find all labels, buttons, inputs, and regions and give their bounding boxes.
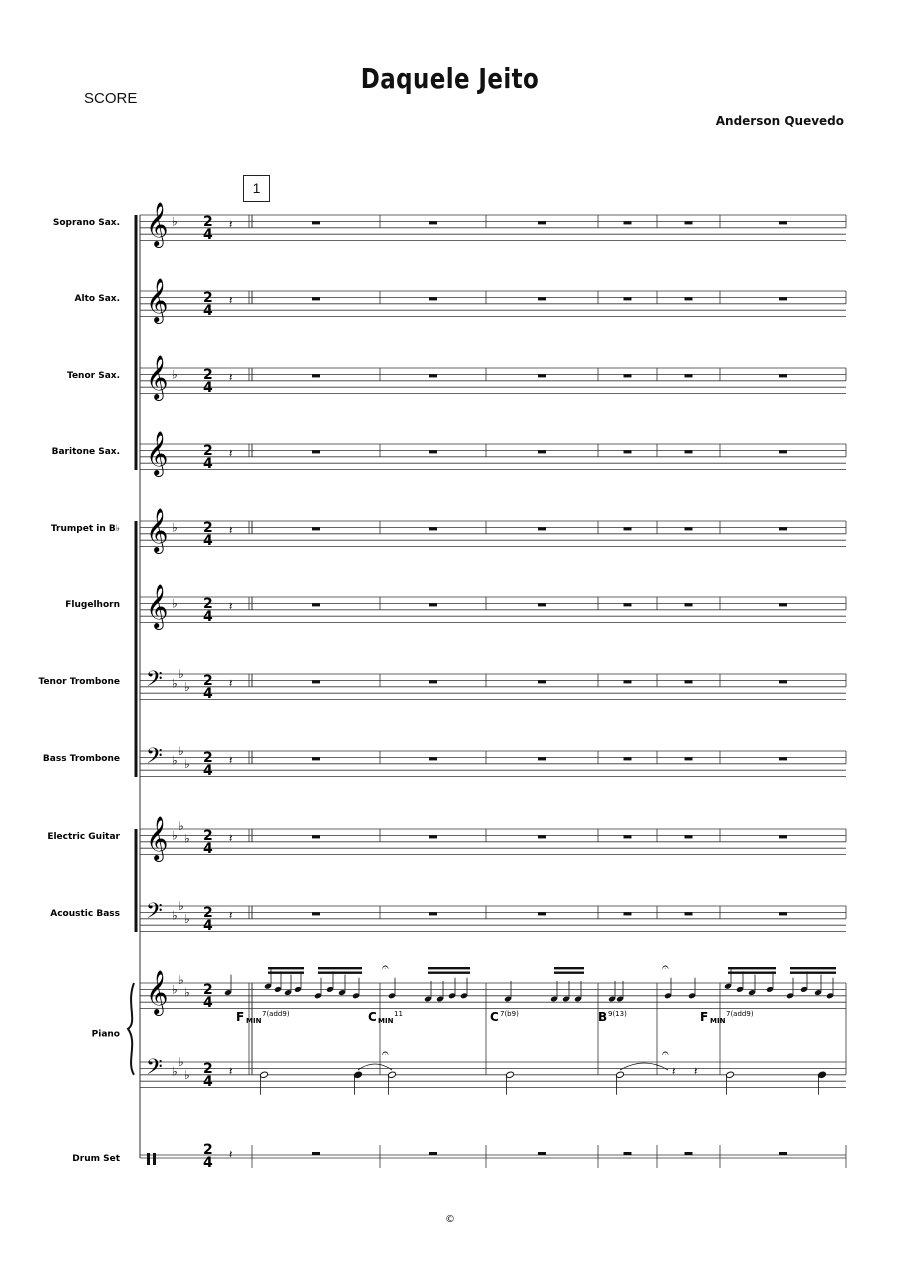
time-sig-denominator: 4 <box>203 227 213 243</box>
whole-rest-icon <box>779 374 787 377</box>
chord-extension: 7(add9) <box>726 1010 754 1018</box>
quarter-rest-icon: 𝄽 <box>672 1065 676 1078</box>
whole-rest-icon <box>538 297 546 300</box>
flat-icon: ♭ <box>172 908 178 923</box>
staff <box>140 816 846 862</box>
instrument-label: Baritone Sax. <box>51 447 120 457</box>
quarter-rest-icon: 𝄽 <box>229 1148 233 1161</box>
whole-rest-icon <box>538 1152 546 1155</box>
whole-rest-icon <box>312 527 320 530</box>
staff <box>128 960 846 1075</box>
instrument-label: Alto Sax. <box>74 294 120 304</box>
whole-rest-icon <box>538 527 546 530</box>
fermata-icon: 𝄐 <box>382 1046 389 1060</box>
beam <box>268 967 304 969</box>
whole-rest-icon <box>685 297 693 300</box>
quarter-rest-icon: 𝄽 <box>229 294 233 307</box>
flat-icon: ♭ <box>178 744 184 758</box>
staff <box>140 355 846 401</box>
chord-extension: 11 <box>394 1010 403 1018</box>
treble-clef-icon: 𝄞 <box>146 278 169 322</box>
whole-rest-icon <box>538 221 546 224</box>
flat-icon: ♭ <box>184 831 190 846</box>
whole-rest-icon <box>779 835 787 838</box>
whole-rest-icon <box>624 221 632 224</box>
staff <box>140 1046 846 1095</box>
instrument-label: Tenor Trombone <box>38 677 120 687</box>
tie <box>358 1064 392 1070</box>
chord-symbol: B <box>598 1010 608 1024</box>
quarter-rest-icon: 𝄽 <box>229 754 233 767</box>
whole-rest-icon <box>624 912 632 915</box>
beam <box>728 967 776 969</box>
chord-quality: MIN <box>246 1017 262 1025</box>
time-sig-numerator: 2 <box>203 443 213 459</box>
whole-rest-icon <box>429 757 437 760</box>
whole-rest-icon <box>685 603 693 606</box>
copyright-symbol: © <box>445 1214 455 1225</box>
instrument-label: Trumpet in B♭ <box>50 524 120 534</box>
whole-rest-icon <box>312 450 320 453</box>
whole-rest-icon <box>624 527 632 530</box>
time-sig-denominator: 4 <box>203 686 213 702</box>
whole-rest-icon <box>624 835 632 838</box>
bass-clef-icon: 𝄢 <box>146 744 163 774</box>
quarter-rest-icon: 𝄽 <box>229 909 233 922</box>
treble-clef-icon: 𝄞 <box>146 508 169 552</box>
whole-rest-icon <box>685 835 693 838</box>
whole-rest-icon <box>779 1152 787 1155</box>
whole-rest-icon <box>538 680 546 683</box>
whole-rest-icon <box>538 603 546 606</box>
whole-rest-icon <box>624 680 632 683</box>
treble-clef-icon: 𝄞 <box>146 431 169 475</box>
flat-icon: ♭ <box>178 899 184 913</box>
quarter-rest-icon: 𝄽 <box>229 1065 233 1078</box>
fermata-icon: 𝄐 <box>662 960 669 974</box>
beam <box>428 967 470 969</box>
whole-rest-icon <box>312 374 320 377</box>
time-sig-numerator: 2 <box>203 828 213 844</box>
rehearsal-mark: 1 <box>243 175 270 202</box>
time-sig-numerator: 2 <box>203 520 213 536</box>
instrument-label: Tenor Sax. <box>67 371 120 381</box>
beam <box>790 972 836 974</box>
time-sig-denominator: 4 <box>203 1074 213 1090</box>
staff <box>140 899 846 934</box>
instrument-label: Piano <box>91 1029 120 1040</box>
chord-extension: 7(b9) <box>500 1010 519 1018</box>
staff <box>140 202 846 248</box>
whole-rest-icon <box>312 221 320 224</box>
time-sig-numerator: 2 <box>203 982 213 998</box>
chord-extension: 9(13) <box>608 1010 627 1018</box>
chord-symbol: C <box>490 1010 499 1024</box>
whole-rest-icon <box>312 912 320 915</box>
treble-clef-icon: 𝄞 <box>146 816 169 860</box>
time-sig-numerator: 2 <box>203 673 213 689</box>
flat-icon: ♭ <box>184 756 190 771</box>
staff <box>140 431 846 477</box>
whole-rest-icon <box>685 912 693 915</box>
whole-rest-icon <box>685 1152 693 1155</box>
flat-icon: ♭ <box>172 676 178 691</box>
beam <box>318 967 362 969</box>
fermata-icon: 𝄐 <box>662 1046 669 1060</box>
chord-quality: MIN <box>378 1017 394 1025</box>
whole-rest-icon <box>685 221 693 224</box>
whole-rest-icon <box>429 221 437 224</box>
flat-icon: ♭ <box>184 679 190 694</box>
composer-name: Anderson Quevedo <box>715 114 844 128</box>
staff <box>140 744 846 779</box>
time-sig-numerator: 2 <box>203 290 213 306</box>
time-sig-denominator: 4 <box>203 456 213 472</box>
whole-rest-icon <box>624 603 632 606</box>
instrument-label: Soprano Sax. <box>52 218 120 228</box>
treble-clef-icon: 𝄞 <box>146 584 169 628</box>
page-title: Daquele Jeito <box>360 62 540 95</box>
whole-rest-icon <box>538 757 546 760</box>
instrument-label: Flugelhorn <box>65 600 120 610</box>
flat-icon: ♭ <box>184 985 190 1000</box>
whole-rest-icon <box>779 297 787 300</box>
beam <box>790 967 836 969</box>
flat-icon: ♭ <box>184 911 190 926</box>
piano-brace <box>128 983 134 1075</box>
flat-icon: ♭ <box>172 1064 178 1079</box>
time-sig-denominator: 4 <box>203 1155 213 1171</box>
staff <box>140 508 846 554</box>
whole-rest-icon <box>779 680 787 683</box>
quarter-rest-icon: 𝄽 <box>229 218 233 231</box>
beam <box>728 972 776 974</box>
time-sig-denominator: 4 <box>203 841 213 857</box>
whole-rest-icon <box>312 1152 320 1155</box>
flat-icon: ♭ <box>172 367 178 382</box>
whole-rest-icon <box>624 1152 632 1155</box>
instrument-label: Drum Set <box>72 1154 120 1164</box>
whole-rest-icon <box>429 527 437 530</box>
flat-icon: ♭ <box>178 1055 184 1069</box>
whole-rest-icon <box>685 680 693 683</box>
whole-rest-icon <box>429 835 437 838</box>
beam <box>268 972 304 974</box>
time-sig-denominator: 4 <box>203 995 213 1011</box>
quarter-rest-icon: 𝄽 <box>229 447 233 460</box>
whole-rest-icon <box>685 374 693 377</box>
percussion-clef-icon <box>153 1153 156 1165</box>
quarter-rest-icon: 𝄽 <box>229 600 233 613</box>
whole-rest-icon <box>779 221 787 224</box>
staff <box>140 667 846 702</box>
flat-icon: ♭ <box>172 828 178 843</box>
time-sig-denominator: 4 <box>203 918 213 934</box>
treble-clef-icon: 𝄞 <box>146 355 169 399</box>
time-sig-numerator: 2 <box>203 367 213 383</box>
treble-clef-icon: 𝄞 <box>146 970 169 1014</box>
beam <box>428 972 470 974</box>
whole-rest-icon <box>624 450 632 453</box>
whole-rest-icon <box>538 374 546 377</box>
time-sig-numerator: 2 <box>203 214 213 230</box>
staff <box>140 584 846 630</box>
instrument-label: Acoustic Bass <box>50 909 120 919</box>
flat-icon: ♭ <box>178 972 184 987</box>
chord-symbol: C <box>368 1010 377 1024</box>
whole-rest-icon <box>429 374 437 377</box>
chord-symbol: F <box>700 1010 709 1024</box>
whole-rest-icon <box>429 912 437 915</box>
flat-icon: ♭ <box>172 982 178 997</box>
quarter-rest-icon: 𝄽 <box>694 1065 698 1078</box>
time-sig-denominator: 4 <box>203 380 213 396</box>
whole-rest-icon <box>538 912 546 915</box>
flat-icon: ♭ <box>172 214 178 229</box>
whole-rest-icon <box>429 450 437 453</box>
bass-clef-icon: 𝄢 <box>146 1055 163 1085</box>
time-sig-denominator: 4 <box>203 533 213 549</box>
whole-rest-icon <box>779 603 787 606</box>
whole-rest-icon <box>624 374 632 377</box>
time-sig-denominator: 4 <box>203 609 213 625</box>
quarter-rest-icon: 𝄽 <box>229 524 233 537</box>
beam <box>554 972 584 974</box>
whole-rest-icon <box>685 450 693 453</box>
beam <box>554 967 584 969</box>
time-sig-numerator: 2 <box>203 1061 213 1077</box>
whole-rest-icon <box>779 527 787 530</box>
instrument-label: Electric Guitar <box>47 832 120 842</box>
whole-rest-icon <box>538 450 546 453</box>
whole-rest-icon <box>624 297 632 300</box>
staff <box>140 1142 846 1171</box>
flat-icon: ♭ <box>178 667 184 681</box>
chord-symbol: F <box>236 1010 245 1024</box>
whole-rest-icon <box>312 297 320 300</box>
whole-rest-icon <box>429 603 437 606</box>
whole-rest-icon <box>312 757 320 760</box>
quarter-rest-icon: 𝄽 <box>229 677 233 690</box>
time-sig-numerator: 2 <box>203 1142 213 1158</box>
flat-icon: ♭ <box>172 753 178 768</box>
whole-rest-icon <box>312 835 320 838</box>
tie <box>620 1063 668 1070</box>
score-label: SCORE <box>84 90 138 107</box>
treble-clef-icon: 𝄞 <box>146 202 169 246</box>
whole-rest-icon <box>685 527 693 530</box>
beam <box>318 972 362 974</box>
bass-clef-icon: 𝄢 <box>146 899 163 929</box>
instrument-label: Bass Trombone <box>42 754 120 764</box>
flat-icon: ♭ <box>172 596 178 611</box>
whole-rest-icon <box>429 1152 437 1155</box>
time-sig-numerator: 2 <box>203 905 213 921</box>
flat-icon: ♭ <box>178 818 184 833</box>
chord-quality: MIN <box>710 1017 726 1025</box>
flat-icon: ♭ <box>172 520 178 535</box>
whole-rest-icon <box>685 757 693 760</box>
whole-rest-icon <box>312 603 320 606</box>
whole-rest-icon <box>312 680 320 683</box>
whole-rest-icon <box>779 912 787 915</box>
whole-rest-icon <box>624 757 632 760</box>
whole-rest-icon <box>538 835 546 838</box>
whole-rest-icon <box>429 297 437 300</box>
whole-rest-icon <box>779 757 787 760</box>
time-sig-numerator: 2 <box>203 596 213 612</box>
percussion-clef-icon <box>147 1153 150 1165</box>
quarter-rest-icon: 𝄽 <box>229 832 233 845</box>
flat-icon: ♭ <box>184 1067 190 1082</box>
bass-clef-icon: 𝄢 <box>146 667 163 697</box>
chord-extension: 7(add9) <box>262 1010 290 1018</box>
whole-rest-icon <box>779 450 787 453</box>
fermata-icon: 𝄐 <box>382 960 389 974</box>
quarter-rest-icon: 𝄽 <box>229 371 233 384</box>
time-sig-numerator: 2 <box>203 750 213 766</box>
time-sig-denominator: 4 <box>203 763 213 779</box>
whole-rest-icon <box>429 680 437 683</box>
time-sig-denominator: 4 <box>203 303 213 319</box>
staff <box>140 278 846 324</box>
